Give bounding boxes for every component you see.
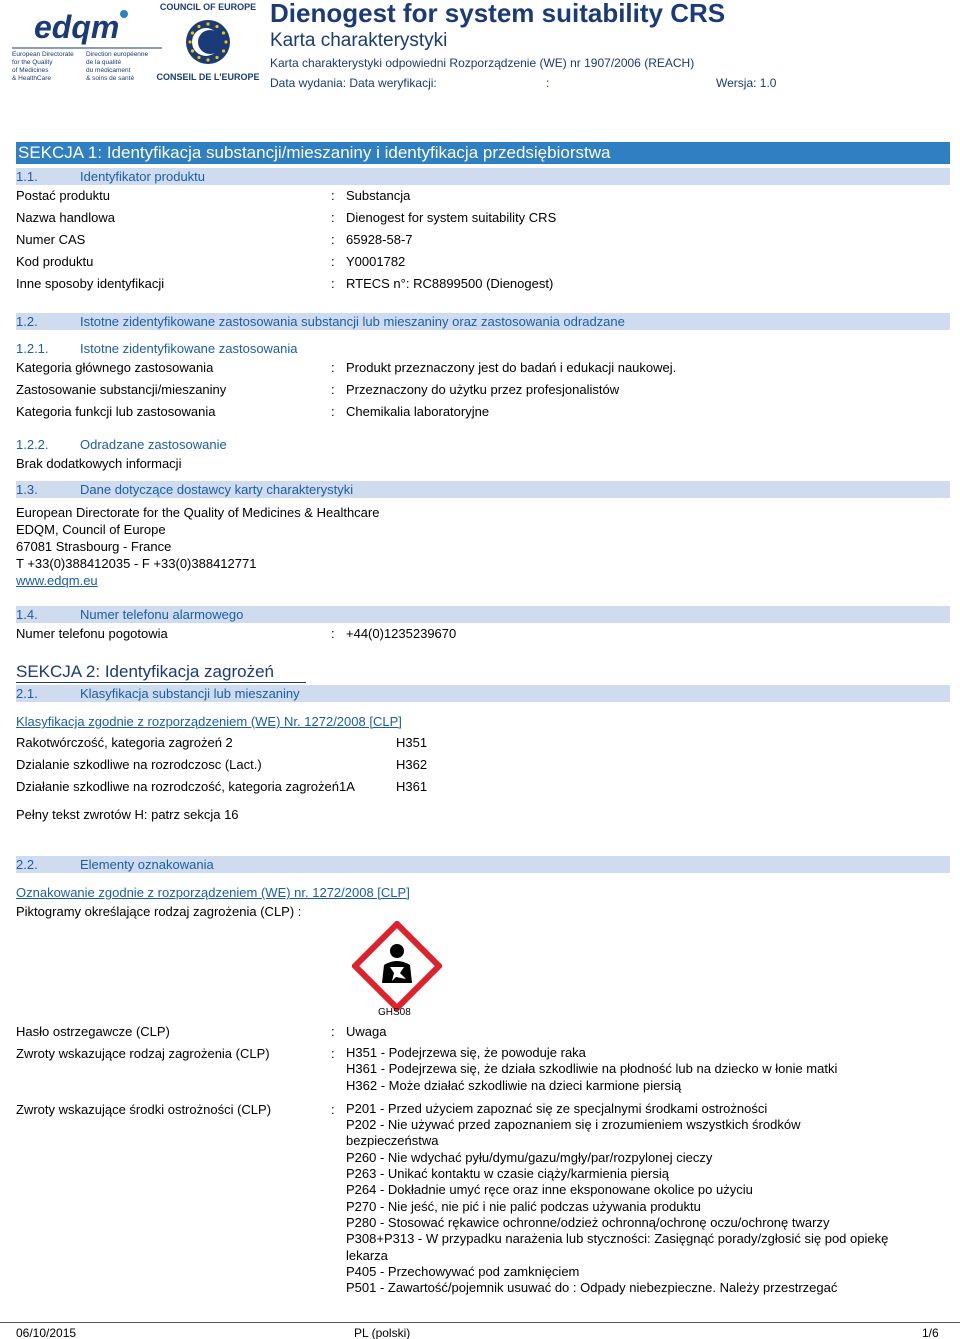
precaution-statement: P263 - Unikać kontaktu w czasie ciąży/karmienia piersią (346, 1166, 669, 1182)
hazard-class: Rakotwórczość, kategoria zagrożeń 2 (16, 735, 233, 750)
table-row (16, 401, 950, 423)
hazard-statement: H351 - Podejrzewa się, że powoduje raka (346, 1045, 586, 1060)
table-row (16, 357, 950, 379)
edqm-logo-fr-3: du médicament (86, 67, 131, 74)
subsection-number: 1.1. (16, 169, 38, 184)
precaution-statement: P202 - Nie używać przed zapoznaniem się i zrozumieniem wszystkich środków (346, 1117, 801, 1133)
uses-table (16, 357, 950, 423)
supplier-line: T +33(0)388412035 - F +33(0)388412771 (16, 556, 257, 571)
row-value: 65928-58-7 (346, 232, 413, 247)
row-label: Kategoria głównego zastosowania (16, 360, 214, 375)
product-identifier-table (16, 185, 950, 295)
row-separator: : (331, 382, 335, 397)
hazard-statements (346, 1045, 837, 1094)
subsection-1-3 (16, 481, 950, 498)
subsection-number: 2.1. (16, 686, 38, 701)
pictogram-code: GHS08 (378, 1007, 411, 1018)
subsection-number: 1.2.2. (16, 437, 49, 452)
full-text-note: Pełny tekst zwrotów H: patrz sekcja 16 (16, 807, 239, 822)
row-label: Hasło ostrzegawcze (CLP) (16, 1024, 170, 1039)
supplier-line: EDQM, Council of Europe (16, 522, 166, 537)
row-separator: : (331, 276, 335, 291)
page-footer (0, 1322, 960, 1339)
dates-label: Data wydania: Data weryfikacji: (270, 76, 437, 90)
document-title: Dienogest for system suitability CRS (270, 0, 726, 28)
supplier-address (16, 504, 950, 589)
subsection-1-2 (16, 313, 950, 330)
edqm-logo-en-3: of Medicines (12, 67, 49, 74)
precaution-statement: P260 - Nie wdychać pyłu/dymu/gazu/mgły/par/rozpylonej cieczy (346, 1149, 713, 1165)
subsection-title: Istotne zidentyfikowane zastosowania (80, 341, 298, 356)
website-link[interactable]: www.edqm.eu (16, 573, 98, 588)
row-label: Kod produktu (16, 254, 94, 269)
edqm-logo-en-1: European Directorate (12, 51, 74, 58)
subsection-title: Istotne zidentyfikowane zastosowania substancji lub mieszaniny oraz zastosowania odradzane (80, 314, 625, 329)
table-row (16, 776, 950, 798)
section1-title: SEKCJA 1: Identyfikacja substancji/mieszaniny i identyfikacja przedsiębiorstwa (16, 142, 950, 164)
row-value: Chemikalia laboratoryjne (346, 404, 490, 419)
precaution-statement: P264 - Dokładnie umyć ręce oraz inne eksponowane okolice po użyciu (346, 1182, 753, 1198)
precautionary-statements-row (16, 1101, 950, 1297)
hazard-class: Działanie szkodliwe na rozrodczość, kategoria zagrożeń1A (16, 779, 355, 794)
row-separator: : (331, 232, 335, 247)
ghs08-health-hazard-icon (352, 921, 442, 1011)
subsection-title: Numer telefonu alarmowego (80, 607, 244, 622)
council-of-europe-logo (156, 0, 260, 84)
labelling-title: Oznakowanie zgodnie z rozporządzeniem (WE) nr. 1272/2008 [CLP] (16, 885, 410, 900)
dates-separator: : (546, 76, 550, 90)
supplier-line: European Directorate for the Quality of Medicines & Healthcare (16, 505, 380, 520)
coe-bottom-text: CONSEIL DE L'EUROPE (156, 72, 260, 82)
subsection-number: 2.2. (16, 857, 38, 872)
table-row (16, 251, 950, 273)
hazard-statements-row (16, 1045, 950, 1094)
row-separator: : (331, 210, 335, 225)
subsection-number: 1.3. (16, 482, 38, 497)
hazard-code: H351 (396, 735, 428, 750)
row-separator: : (331, 254, 335, 269)
precaution-statement: bezpieczeństwa (346, 1133, 439, 1149)
row-value: RTECS n°: RC8899500 (Dienogest) (346, 276, 554, 291)
table-row (16, 732, 950, 754)
emergency-row (16, 623, 950, 645)
row-label: Zwroty wskazujące środki ostrożności (CLP) (16, 1101, 272, 1117)
row-label: Postać produktu (16, 188, 110, 203)
subsection-title: Klasyfikacja substancji lub mieszaniny (80, 686, 300, 701)
precaution-statement: P201 - Przed użyciem zapoznać się ze specjalnymi środkami ostrożności (346, 1100, 768, 1116)
table-row (16, 207, 950, 229)
precaution-statement: P501 - Zawartość/pojemnik usuwać do : Odpady niebezpieczne. Należy przestrzegać (346, 1280, 838, 1296)
classification-table (16, 732, 950, 798)
edqm-logo-fr-2: de la qualité (86, 59, 122, 66)
row-separator: : (331, 360, 335, 375)
row-label: Numer telefonu pogotowia (16, 626, 168, 641)
signal-word-row (16, 1021, 950, 1043)
hazard-statement: H362 - Może działać szkodliwie na dzieci karmione piersią (346, 1077, 682, 1093)
precaution-statement: P280 - Stosować rękawice ochronne/odzież ochronną/ochronę oczu/ochronę twarzy (346, 1214, 830, 1230)
edqm-logo (12, 4, 162, 84)
row-label: Inne sposoby identyfikacji (16, 276, 165, 291)
precaution-statement: lekarza (346, 1247, 388, 1263)
document-subtitle: Karta charakterystyki (270, 30, 448, 51)
row-separator: : (331, 626, 335, 641)
subsection-title: Dane dotyczące dostawcy karty charakterystyki (80, 482, 354, 497)
regulation-line: Karta charakterystyki odpowiedni Rozporządzenie (WE) nr 1907/2006 (REACH) (270, 56, 695, 70)
hazard-class: Dzialanie szkodliwe na rozrodczosc (Lact.) (16, 757, 262, 772)
pictogram-area (16, 921, 950, 1007)
row-label: Zastosowanie substancji/mieszaniny (16, 382, 227, 397)
edqm-logo-en-2: for the Quality (12, 59, 53, 66)
edqm-logo-en-4: & HealthCare (12, 75, 52, 82)
table-row (16, 379, 950, 401)
subsection-title: Elementy oznakowania (80, 857, 214, 872)
table-row (16, 754, 950, 776)
row-value: +44(0)1235239670 (346, 626, 457, 641)
row-separator: : (331, 404, 335, 419)
row-value: Przeznaczony do użytku przez profesjonalistów (346, 382, 620, 397)
hazard-code: H362 (396, 757, 428, 772)
row-label: Kategoria funkcji lub zastosowania (16, 404, 216, 419)
row-value: Dienogest for system suitability CRS (346, 210, 557, 225)
subsection-1-2-1 (16, 340, 950, 357)
precaution-statement: P405 - Przechowywać pod zamknięciem (346, 1263, 580, 1279)
subsection-title: Identyfikator produktu (80, 169, 206, 184)
section2-title: SEKCJA 2: Identyfikacja zagrożeń (16, 661, 306, 683)
hazard-code: H361 (396, 779, 428, 794)
subsection-2-2 (16, 856, 950, 873)
version-label: Wersja: 1.0 (716, 76, 777, 90)
coe-top-text: COUNCIL OF EUROPE (159, 2, 257, 12)
subsection-number: 1.2. (16, 314, 38, 329)
edqm-logo-fr-4: & soins de santé (86, 75, 135, 82)
precautionary-statements (346, 1101, 888, 1297)
precaution-statement: P308+P313 - W przypadku narażenia lub styczności: Zasięgnąć porady/zgłosić się pod opiekę (346, 1231, 889, 1247)
row-value: Uwaga (346, 1024, 387, 1039)
row-separator: : (331, 1046, 335, 1061)
row-value: Produkt przeznaczony jest do badań i edukacji naukowej. (346, 360, 677, 375)
sds-content (16, 142, 950, 1296)
subsection-number: 1.4. (16, 607, 38, 622)
subsection-title: Odradzane zastosowanie (80, 437, 227, 452)
subsection-1-2-2 (16, 436, 950, 453)
classification-title: Klasyfikacja zgodnie z rozporządzeniem (WE) Nr. 1272/2008 [CLP] (16, 714, 402, 729)
row-label: Zwroty wskazujące rodzaj zagrożenia (CLP) (16, 1046, 270, 1061)
supplier-line: 67081 Strasbourg - France (16, 539, 172, 554)
document-header (0, 0, 960, 110)
row-value: Substancja (346, 188, 411, 203)
hazard-statement: H361 - Podejrzewa się, że działa szkodliwie na płodność lub na dziecko w łonie matki (346, 1061, 838, 1077)
row-separator: : (331, 1101, 335, 1117)
precaution-statement: P270 - Nie jeść, nie pić i nie palić podczas używania produktu (346, 1198, 701, 1214)
row-separator: : (331, 1024, 335, 1039)
no-info-text: Brak dodatkowych informacji (16, 456, 182, 471)
pictogram-label: Piktogramy określające rodzaj zagrożenia (CLP) : (16, 904, 302, 919)
footer-page: 1/6 (922, 1326, 939, 1339)
row-separator: : (331, 188, 335, 203)
row-label: Numer CAS (16, 232, 86, 247)
footer-date: 06/10/2015 (16, 1326, 77, 1339)
table-row (16, 229, 950, 251)
edqm-logo-fr-1: Direction européenne (86, 51, 149, 58)
subsection-2-1 (16, 685, 950, 702)
row-value: Y0001782 (346, 254, 406, 269)
footer-language: PL (polski) (354, 1326, 411, 1339)
table-row (16, 273, 950, 295)
subsection-1-4 (16, 606, 950, 623)
svg-text:edqm: edqm (34, 9, 120, 45)
subsection-1-1 (16, 168, 950, 185)
row-label: Nazwa handlowa (16, 210, 116, 225)
table-row (16, 185, 950, 207)
subsection-number: 1.2.1. (16, 341, 49, 356)
